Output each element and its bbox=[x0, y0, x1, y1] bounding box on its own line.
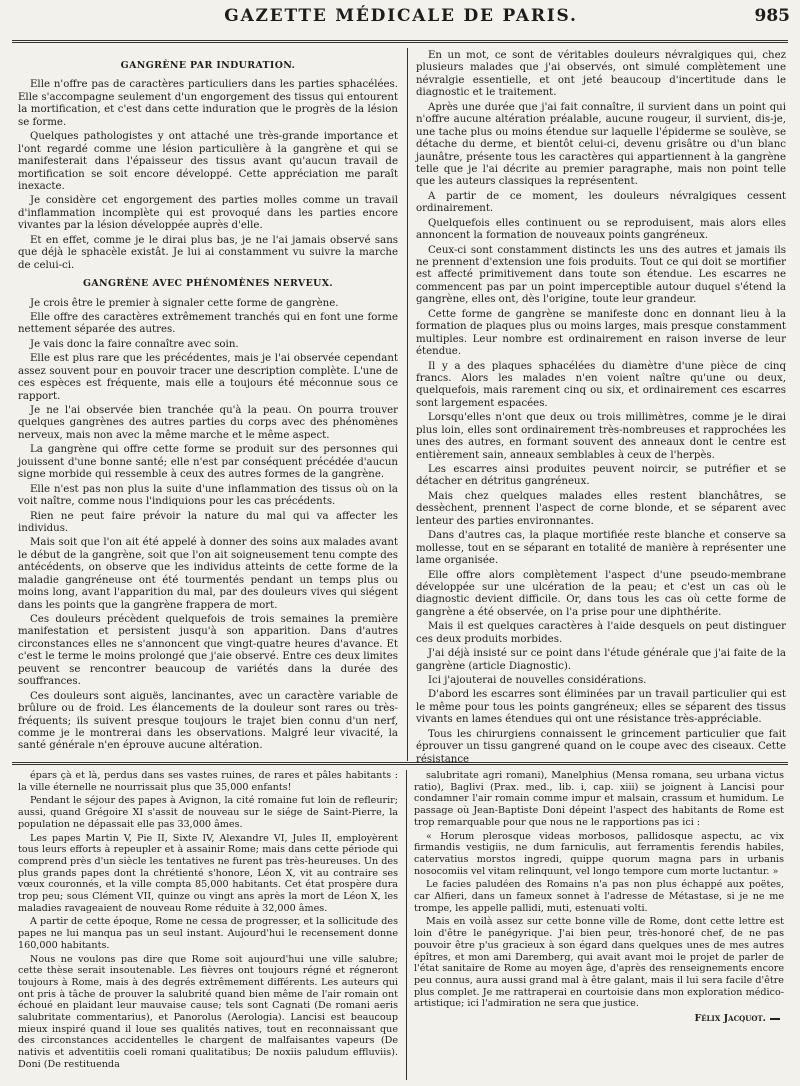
section-title-induration: GANGRÈNE PAR INDURATION. bbox=[120, 60, 296, 71]
paragraph: Je crois être le premier à signaler cette forme de gangrène. bbox=[30, 297, 339, 309]
author-signature bbox=[414, 1013, 784, 1025]
paragraph: Je vais donc la faire connaître avec soin. bbox=[30, 338, 239, 350]
page-number: 985 bbox=[754, 6, 790, 26]
paragraph: Je ne l'ai observée bien tranchée qu'à la peau. On pourra trouver quelques gangrènes des autres parties du corps avec des phénomènes nerveux, mais non avec la même marche et le même aspect. bbox=[18, 405, 398, 441]
feuilleton-right-body bbox=[414, 770, 784, 1010]
right-column bbox=[416, 50, 786, 768]
feuilleton-paragraph: Mais en voilà assez sur cette bonne ville de Rome, dont cette lettre est loin d'être le panégyrique. J'ai bien peur, très-honoré chef, de ne pas pouvoir être p'us gracieux à son égard dans quelques unes de mes autres épîtres, et mon ami Daremberg, qui avait avant moi le projet de parler de l'état sanitaire de Rome au moyen âge, d'après des renseignements encore peu connus, aura aussi grand mal à être galant, mais il lui sera facile d'être plus complet. Je me rattraperai en courtoisie dans mon exploration médico-artistique; ici l'admiration ne sera que justice. bbox=[414, 916, 784, 1010]
page-header bbox=[6, 4, 796, 34]
paragraph: Elle est plus rare que les précédentes, mais je l'ai observée cependant assez souvent pour en pouvoir tracer une description complète. L'une de ces espèces est fréquente, mais elle a toujours été méconnue sous ce rapport. bbox=[18, 353, 398, 402]
paragraph: Elle n'est pas non plus la suite d'une inflammation des tissus où on la voit naître, comme nous l'indiquions pour les cas précédents. bbox=[18, 483, 398, 508]
feuilleton-divider bbox=[406, 770, 407, 1080]
feuilleton-right-column bbox=[414, 770, 784, 1025]
paragraph: Il y a des plaques sphacélées du diamètre d'une pièce de cinq francs. Alors les malades n'en voient naître qu'une ou deux, quelquefois, mais rarement cinq ou six, et ordinairement ces escarres sont largement espacées. bbox=[416, 360, 786, 409]
paragraph: Après une durée que j'ai fait connaître, il survient dans un point qui n'offre aucune altération préalable, aucune rougeur, il survient, dis-je, une tache plus ou moins étendue sur laquelle l'épiderme se soulève, se détache du derme, et bientôt celui-ci, devenu grisâtre ou d'un blanc jaunâtre, présente tous les caractères qui appartiennent à la gangrène telle que je l'ai décrite au premier paragraphe, mais non point telle que les auteurs classiques la représentent. bbox=[416, 101, 786, 188]
column-divider bbox=[407, 48, 408, 761]
paragraph: En un mot, ce sont de véritables douleurs névralgiques qui, chez plusieurs malades que j'ai observés, ont simulé complètement une névralgie essentielle, et ont jeté beaucoup d'incertitude dans le diagnostic et le traitement. bbox=[416, 50, 786, 99]
paragraph: Tous les chirurgiens connaissent le grincement particulier que fait éprouver un tissu gangrené quand on le coupe avec des ciseaux. Cette résistance bbox=[416, 728, 786, 765]
section-body-nerveux bbox=[18, 298, 398, 753]
paragraph: Elle offre des caractères extrêmement tranchés qui en font une forme nettement séparée des autres. bbox=[18, 311, 398, 336]
section-title-nerveux: GANGRÈNE AVEC PHÉNOMÈNES NERVEUX. bbox=[82, 278, 334, 290]
paragraph: Dans d'autres cas, la plaque mortifiée reste blanche et conserve sa mollesse, tout en se séparant en totalité de manière à représenter une lame organisée. bbox=[416, 530, 786, 567]
feuilleton-paragraph: Le facies paludéen des Romains n'a pas non plus échappé aux poëtes, car Alfieri, dans un fameux sonnet à l'adresse de Métastase, si je ne me trompe, les appelle pallidi, muti, estenuati volti. bbox=[414, 879, 784, 914]
feuilleton-paragraph: épars çà et là, perdus dans ses vastes ruines, de rares et pâles habitants : la ville éternelle ne nourrissait plus que 35,000 enfants! bbox=[18, 770, 398, 793]
feuilleton-paragraph: « Horum plerosque videas morbosos, pallidosque aspectu, ac vix firmandis vestigiis, ne dum farniculis, aut ferramentis ferendis habiles, catervatius morstos ingredi, quippe quorum magna pars in urbanis nosocomiis vel vitam relinquunt, vel longo tempore cum morte luctantur. » bbox=[414, 830, 784, 877]
header-rule bbox=[12, 40, 788, 43]
feuilleton-paragraph: salubritate agri romani), Manelphius (Mensa romana, seu urbana victus ratio), Baglivi (Prax. med., lib. i, cap. xiii) se joignent à Lancisi pour condamner l'air romain comme impur et malsain, crassum et humidum. Le passage où Jean-Baptiste Doni dépeint l'aspect des habitants de Rome est trop remarquable pour que nous ne le rapportions pas ici : bbox=[414, 770, 784, 828]
section-body-induration bbox=[18, 79, 398, 272]
paragraph: Ces douleurs précèdent quelquefois de trois semaines la première manifestation et persistent jusqu'à son apparition. Dans d'autres circonstances elles ne s'annoncent que vingt-quatre heures d'avance. Et c'est le terme le moins prolongé que j'aie observé. Entre ces deux limites peuvent se rencontrer beaucoup de variétés dans la durée des souffrances. bbox=[18, 614, 398, 688]
left-column bbox=[18, 54, 398, 755]
paragraph: Elle n'offre pas de caractères particuliers dans les parties sphacélées. Elle s'accompagne seulement d'un engorgement des tissus qui entourent la mortification, et c'est dans cette induration que le progrès de la lésion se forme. bbox=[18, 79, 398, 128]
signature-text: Félix Jacquot. bbox=[694, 1013, 766, 1025]
paragraph: La gangrène qui offre cette forme se produit sur des personnes qui jouissent d'une bonne santé; elle n'est par conséquent précédée d'aucun signe morbide qui ressemble à ceux des autres formes de la gangrène. bbox=[18, 444, 398, 481]
paragraph: Les escarres ainsi produites peuvent noircir, se putréfier et se détacher en détritus gangréneux. bbox=[416, 464, 786, 488]
paragraph: Je considère cet engorgement des parties molles comme un travail d'inflammation incomplète qui est provoqué dans les parties encore vivantes par la lésion développée auprès d'elle. bbox=[18, 195, 398, 232]
paragraph: D'abord les escarres sont éliminées par un travail particulier qui est le même pour tous les points gangréneux; elles se séparent des tissus vivants en lames étendues qui ont une résistance très-appréciable. bbox=[416, 689, 786, 726]
paragraph: J'ai déjà insisté sur ce point dans l'étude générale que j'ai faite de la gangrène (article Diagnostic). bbox=[416, 648, 786, 672]
feuilleton-left-body bbox=[18, 770, 398, 1071]
journal-title: GAZETTE MÉDICALE DE PARIS. bbox=[224, 6, 578, 26]
signature-flourish bbox=[770, 1018, 780, 1020]
paragraph: Mais il est quelques caractères à l'aide desquels on peut distinguer ces deux produits morbides. bbox=[416, 621, 786, 645]
paragraph: Quelquefois elles continuent ou se reproduisent, mais alors elles annoncent la formation de nouveaux points gangréneux. bbox=[416, 217, 786, 242]
paragraph: Et en effet, comme je le dirai plus bas, je ne l'ai jamais observé sans que déjà le sphacèle existât. Je lui ai constamment vu suivre la marche de celui-ci. bbox=[18, 234, 398, 271]
paragraph: Mais soit que l'on ait été appelé à donner des soins aux malades avant le début de la gangrène, soit que l'on ait soigneusement tenu compte des antécédents, on observe que les individus atteints de cette forme de la maladie gangréneuse ont été tourmentés pendant un temps plus ou moins long, avant l'apparition du mal, par des douleurs vives qui siégent dans les points que la gangrène frappera de mort. bbox=[18, 537, 398, 611]
feuilleton-rule bbox=[12, 762, 788, 765]
feuilleton-left-column bbox=[18, 770, 398, 1073]
paragraph: A partir de ce moment, les douleurs névralgiques cessent ordinairement. bbox=[416, 190, 786, 215]
feuilleton-paragraph: Pendant le séjour des papes à Avignon, la cité romaine fut loin de refleurir; aussi, quand Grégoire XI s'assit de nouveau sur le siége de Saint-Pierre, la population ne dépassait elle pas 33,000 âmes. bbox=[18, 795, 398, 830]
paragraph: Rien ne peut faire prévoir la nature du mal qui va affecter les individus. bbox=[18, 510, 398, 534]
paragraph: Ceux-ci sont constamment distincts les uns des autres et jamais ils ne prennent d'extension une fois produits. Tout ce qui doit se mortifier est affecté primitivement dans toute son étendue. Les escarres ne commencent pas par un point imperceptible autour duquel s'étend la gangrène, elles ont, dès l'origine, toute leur grandeur. bbox=[416, 244, 786, 306]
paragraph: Elle offre alors complètement l'aspect d'une pseudo-membrane développée sur une ulcération de la peau; et c'est un cas où le diagnostic devient difficile. Or, dans tous les cas où cette forme de gangrène a été observée, on l'a prise pour une diphthérite. bbox=[416, 569, 786, 618]
feuilleton-paragraph: A partir de cette époque, Rome ne cessa de progresser, et la sollicitude des papes ne lui manqua pas un seul instant. Aujourd'hui le recensement donne 160,000 habitants. bbox=[18, 916, 398, 951]
feuilleton-paragraph: Nous ne voulons pas dire que Rome soit aujourd'hui une ville salubre; cette thèse serait insoutenable. Les fièvres ont toujours régné et régneront toujours à Rome, mais à des degrés extrêmement différents. Les auteurs qui ont pris à tâche de prouver la salubrité quand bien même de l'air romain ont échoué en plaidant leur mauvaise cause; tels sont Cagnati (De romani aeris salubritate commentarius), et Panorolus (Aerologia). Lancisi est beaucoup mieux inspiré quand il loue ses qualités natives, tout en reconnaissant que des circonstances accidentelles le chargent de malfaisantes vapeurs (De nativis et adventitiis coeli romani qualitatibus; De noxiis paludum effluviis). Doni (De restituenda bbox=[18, 953, 398, 1070]
paragraph: Mais chez quelques malades elles restent blanchâtres, se dessèchent, prennent l'aspect de corne blonde, et se séparent avec lenteur des parties environnantes. bbox=[416, 490, 786, 527]
paragraph: Ici j'ajouterai de nouvelles considérations. bbox=[428, 675, 647, 686]
right-column-body bbox=[416, 50, 786, 766]
paragraph: Lorsqu'elles n'ont que deux ou trois millimètres, comme je le dirai plus loin, elles sont ordinairement très-nombreuses et rapprochées les unes des autres, en formant souvent des anneaux dont le centre est entièrement sain, anneaux semblables à ceux de l'herpès. bbox=[416, 412, 786, 461]
paragraph: Ces douleurs sont aiguës, lancinantes, avec un caractère variable de brûlure ou de froid. Les élancements de la douleur sont rares ou très-fréquents; ils suivent presque toujours le trajet bien connu d'un nerf, comme je le montrerai dans les observations. Malgré leur vivacité, la santé générale n'en éprouve aucune altération. bbox=[18, 690, 398, 752]
paragraph: Cette forme de gangrène se manifeste donc en donnant lieu à la formation de plaques plus ou moins larges, mais presque constamment multiples. Leur nombre est ordinairement en raison inverse de leur étendue. bbox=[416, 308, 786, 358]
feuilleton-paragraph: Les papes Martin V, Pie II, Sixte IV, Alexandre VI, Jules II, employèrent tous leurs efforts à repeupler et à assainir Rome; mais dans cette période qui comprend près d'un siècle les tentatives ne furent pas très-heureuses. Un des plus grands papes dont la chrétienté s'honore, Léon X, vit au contraire ses vœux couronnés, et la ville compta 85,000 habitants. Cet état prospère dura trop peu; sous Clément VII, quinze ou vingt ans après la mort de Léon X, les maladies ravageaient de nouveau Rome réduite à 32,000 âmes. bbox=[18, 832, 398, 914]
paragraph: Quelques pathologistes y ont attaché une très-grande importance et l'ont regardé comme une lésion particulière à la gangrène et qui se manifesterait dans l'épaisseur des tissus avant qu'aucun travail de mortification se soit encore développé. Cette appréciation me paraît inexacte. bbox=[18, 131, 398, 192]
